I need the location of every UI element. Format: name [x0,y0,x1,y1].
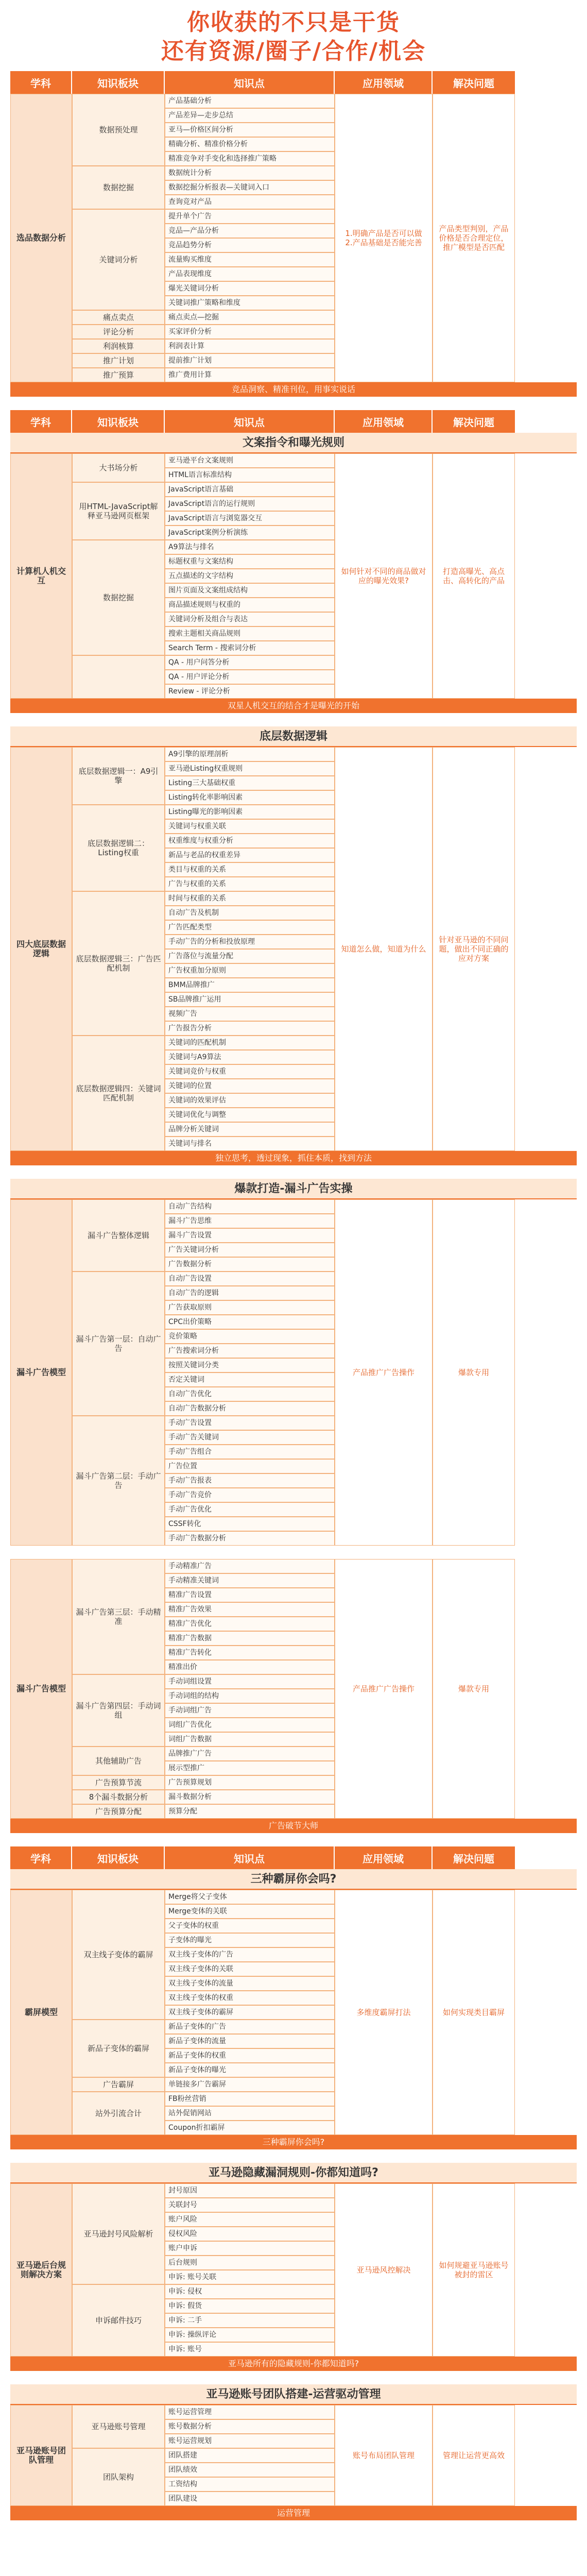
knowledge-point: HTML语言标准结构 [165,468,335,482]
knowledge-point: 申诉: 操纵评论 [165,2328,335,2342]
knowledge-point: JavaScript案例分析演练 [165,526,335,540]
knowledge-point: 新品子变体的权重 [165,2048,335,2063]
hero-title-line1: 你收获的不只是干货 [187,9,400,36]
knowledge-point: 关键词与A9算法 [165,1050,335,1064]
knowledge-point: 广告权重加分原则 [165,963,335,978]
knowledge-point: 手动广告报表 [165,1473,335,1488]
knowledge-point: 账号运营管理 [165,2405,335,2419]
knowledge-point: 自动广告设置 [165,1272,335,1286]
knowledge-point: 双主线子变体的权重 [165,1991,335,2005]
knowledge-point: 竞品—产品分析 [165,224,335,238]
subject-cell: 霸屏模型 [10,1890,72,2135]
knowledge-point: 账户申诉 [165,2241,335,2256]
table-header [10,1846,577,1869]
knowledge-point: 关键词推广策略和维度 [165,296,335,310]
knowledge-point: 关键词分析及组合与表达 [165,612,335,626]
knowledge-point: 手动词组的结构 [165,1689,335,1703]
module-cell: 漏斗广告第四层：手动词组 [72,1674,165,1747]
section-footer: 三种霸屏你会吗? [10,2135,577,2149]
knowledge-point: 数据统计分析 [165,166,335,180]
header-cell-1: 知识板块 [72,71,165,94]
application-cell: 如何针对不同的商品做对应的曝光效果? [335,453,433,699]
knowledge-point: 精准广告数据 [165,1631,335,1646]
knowledge-point: 双主线子变体的霸屏 [165,2005,335,2020]
knowledge-point: 搜索主题相关商品规则 [165,626,335,641]
knowledge-point: 新品子变体的曝光 [165,2063,335,2077]
knowledge-point: 精准广告效果 [165,1602,335,1617]
knowledge-point: 提前推广计划 [165,353,335,368]
knowledge-point: 商品描述规则与权重的 [165,598,335,612]
header-cell-2: 知识点 [165,71,335,94]
knowledge-point: 推广费用计算 [165,368,335,382]
section-grid [10,1199,577,1546]
header-cell-3: 应用领域 [335,410,433,433]
solution-cell: 如何规避亚马逊账号被封的雷区 [433,2183,515,2357]
section-title: 文案指令和曝光规则 [10,433,577,453]
module-cell: 漏斗广告第一层：自动广告 [72,1272,165,1416]
knowledge-point: 双主线子变体的流量 [165,1976,335,1991]
section-title: 底层数据逻辑 [10,726,577,747]
subject-cell: 亚马逊后台规则解决方案 [10,2183,72,2357]
solution-cell: 打造高曝光、高点击、高转化的产品 [433,453,515,699]
knowledge-point: 亚马逊平台文案规则 [165,453,335,468]
knowledge-point: 新品与老品的权重差异 [165,848,335,862]
header-cell-4: 解决问题 [433,410,515,433]
knowledge-point: QA - 用户问答分析 [165,655,335,670]
knowledge-point: 漏斗数据分析 [165,1790,335,1804]
module-cell: 广告霸屏 [72,2077,165,2092]
section-title: 三种霸屏你会吗? [10,1869,577,1890]
knowledge-point: FB粉丝营销 [165,2092,335,2106]
module-cell: 数据挖掘 [72,540,165,655]
application-cell: 产品推广广告操作 [335,1559,433,1819]
section-copywriting-rules [10,410,577,713]
knowledge-point: 竞品趋势分析 [165,238,335,252]
section-footer: 运营管理 [10,2506,577,2520]
section-grid [10,2183,577,2357]
knowledge-point: 竞价策略 [165,1329,335,1344]
knowledge-point: 自动广告数据分析 [165,1401,335,1416]
knowledge-point: 关键词与权重关联 [165,819,335,834]
knowledge-point: 广告搜索词分析 [165,1344,335,1358]
knowledge-point: 团队绩效 [165,2463,335,2477]
module-cell: 数据预处理 [72,94,165,166]
knowledge-point: 广告匹配类型 [165,920,335,935]
section-hidden-rules [10,2163,577,2371]
solution-cell: 产品类型判别，产品价格是否合理定位，推广模型是否匹配 [433,94,515,382]
knowledge-point: Merge将父子变体 [165,1890,335,1904]
knowledge-point: 亚马逊Listing权重规则 [165,761,335,776]
knowledge-point: 广告与权重的关系 [165,877,335,891]
subject-cell: 选品数据分析 [10,94,72,382]
knowledge-point: 自动广告的逻辑 [165,1286,335,1300]
knowledge-point: 产品差异—走步总结 [165,108,335,123]
knowledge-point: 精准广告设置 [165,1588,335,1602]
knowledge-point: 双主线子变体的广告 [165,1947,335,1962]
knowledge-point: 广告预算规划 [165,1775,335,1790]
knowledge-point: 利润表计算 [165,339,335,353]
module-cell: 底层数据逻辑三：广告匹配机制 [72,891,165,1036]
knowledge-point: 关键词的效果评估 [165,1093,335,1108]
knowledge-point: 亚马—价格区间分析 [165,123,335,137]
module-cell: 底层数据逻辑四：关键词匹配机制 [72,1036,165,1151]
application-cell: 多维度霸屏打法 [335,1890,433,2135]
knowledge-point: 自动广告及机制 [165,906,335,920]
knowledge-point: QA - 用户评论分析 [165,670,335,684]
header-cell-0: 学科 [10,71,72,94]
knowledge-point: CSSF转化 [165,1517,335,1531]
knowledge-point: 广告落位与流量分配 [165,949,335,963]
knowledge-point: 团队建设 [165,2492,335,2506]
table-header [10,410,577,433]
knowledge-point: 数据挖掘分析报表—关键词入口 [165,180,335,195]
knowledge-point: 站外促销网站 [165,2106,335,2121]
section-footer: 亚马逊所有的隐藏规则-你都知道吗? [10,2357,577,2371]
module-cell: 底层数据逻辑二：Listing权重 [72,805,165,891]
knowledge-point: 账户风险 [165,2212,335,2227]
section-data-logic [10,726,577,1165]
knowledge-point: 痛点卖点—挖掘 [165,310,335,325]
header-cell-2: 知识点 [165,410,335,433]
knowledge-point: JavaScript语言基础 [165,482,335,497]
module-cell: 漏斗广告第二层：手动广告 [72,1416,165,1546]
knowledge-point: 词组广告优化 [165,1718,335,1732]
knowledge-point: 爆光关键词分析 [165,281,335,296]
section-grid [10,1890,577,2135]
subject-cell: 漏斗广告模型 [10,1559,72,1819]
solution-cell: 针对亚马逊的不同问题，做出不同正确的应对方案 [433,747,515,1151]
header-cell-3: 应用领域 [335,71,433,94]
section-screen-domination [10,1846,577,2149]
knowledge-point: 新品子变体的流量 [165,2034,335,2048]
knowledge-point: 预算分配 [165,1804,335,1819]
header-cell-4: 解决问题 [433,1846,515,1869]
knowledge-point: 广告报告分析 [165,1021,335,1036]
knowledge-point: 手动精准关键词 [165,1573,335,1588]
module-cell: 亚马逊账号管理 [72,2405,165,2448]
module-cell: 漏斗广告整体逻辑 [72,1199,165,1272]
knowledge-point: 封号原因 [165,2183,335,2198]
knowledge-point: 展示型推广 [165,1761,335,1775]
knowledge-point: JavaScript语言与浏览器交互 [165,511,335,526]
solution-cell: 管理让运营更高效 [433,2405,515,2506]
solution-cell: 爆款专用 [433,1199,515,1546]
knowledge-point: 手动广告设置 [165,1416,335,1430]
header-cell-0: 学科 [10,1846,72,1869]
knowledge-point: 申诉: 二手 [165,2313,335,2328]
section-funnel-ads-a [10,1179,577,1546]
knowledge-point: 品牌分析关键词 [165,1122,335,1137]
module-cell: 其他辅助广告 [72,1747,165,1775]
knowledge-point: 账号运营规划 [165,2434,335,2448]
knowledge-point: 关键词竞价与权重 [165,1064,335,1079]
knowledge-point: 申诉: 账号 [165,2342,335,2357]
knowledge-point: Coupon折扣霸屏 [165,2121,335,2135]
header-cell-1: 知识板块 [72,1846,165,1869]
solution-cell: 如何实现类目霸屏 [433,1890,515,2135]
knowledge-point: CPC出价策略 [165,1315,335,1329]
application-cell: 知道怎么做，知道为什么 [335,747,433,1151]
application-cell: 产品推广广告操作 [335,1199,433,1546]
knowledge-point: 否定关键词 [165,1372,335,1387]
knowledge-point: 双主线子变体的关联 [165,1962,335,1976]
knowledge-point: 父子变体的权重 [165,1919,335,1933]
knowledge-point: 工资结构 [165,2477,335,2492]
knowledge-point: 买家评价分析 [165,325,335,339]
knowledge-point: Listing转化率影响因素 [165,790,335,805]
knowledge-point: 图片页面及文案组成结构 [165,583,335,598]
header-cell-3: 应用领域 [335,1846,433,1869]
module-cell: 痛点卖点 [72,310,165,325]
module-cell: 广告预算节流 [72,1775,165,1790]
knowledge-point: JavaScript语言的运行规则 [165,497,335,511]
module-cell: 推广计划 [72,353,165,368]
section-team-management [10,2384,577,2520]
knowledge-point: 按照关键词分类 [165,1358,335,1372]
subject-cell: 计算机人机交互 [10,453,72,699]
knowledge-point: 广告数据分析 [165,1257,335,1272]
header-cell-1: 知识板块 [72,410,165,433]
knowledge-point: A9引擎的原理剖析 [165,747,335,761]
table-header [10,71,577,94]
section-grid [10,94,577,382]
application-cell: 1.明确产品是否可以做 2.产品基础是否能完善 [335,94,433,382]
knowledge-point: 查询竞对产品 [165,195,335,209]
knowledge-point: 后台规则 [165,2256,335,2270]
section-grid [10,2405,577,2506]
knowledge-point: 手动广告关键词 [165,1430,335,1445]
knowledge-point: 精准出价 [165,1660,335,1674]
knowledge-point: 申诉: 侵权 [165,2284,335,2299]
knowledge-point: 关键词优化与调整 [165,1108,335,1122]
section-title: 亚马逊账号团队搭建-运营驱动管理 [10,2384,577,2405]
knowledge-point: 手动广告竞价 [165,1488,335,1502]
knowledge-point: 申诉: 假货 [165,2299,335,2313]
knowledge-point: 手动精准广告 [165,1559,335,1573]
module-cell: 用HTML-JavaScript解释亚马逊网页框架 [72,482,165,540]
module-cell: 关键词分析 [72,209,165,310]
knowledge-point: 关联封号 [165,2198,335,2212]
knowledge-point: 标题权重与文案结构 [165,554,335,569]
knowledge-point: 时间与权重的关系 [165,891,335,906]
knowledge-point: 手动词组设置 [165,1674,335,1689]
knowledge-point: 提升单个广告 [165,209,335,224]
section-footer: 双星人机交互的结合才是曝光的开始 [10,699,577,713]
module-cell: 推广预算 [72,368,165,382]
knowledge-point: Search Term - 搜索词分析 [165,641,335,655]
section-funnel-ads-b [10,1559,577,1833]
knowledge-point: 侵权风险 [165,2227,335,2241]
knowledge-point: 团队搭建 [165,2448,335,2463]
module-cell: 新品子变体的霸屏 [72,2020,165,2077]
knowledge-point: 精准竞争对手变化和选择推广策略 [165,151,335,166]
module-cell: 数据挖掘 [72,166,165,209]
knowledge-point: 单链接多广告霸屏 [165,2077,335,2092]
knowledge-point: 流量购买维度 [165,252,335,267]
knowledge-point: 手动广告数据分析 [165,1531,335,1546]
module-cell: 大书场分析 [72,453,165,482]
module-cell: 底层数据逻辑一：A9引擎 [72,747,165,805]
knowledge-point: 广告关键词分析 [165,1243,335,1257]
section-title: 爆款打造-漏斗广告实操 [10,1179,577,1199]
section-title: 亚马逊隐藏漏洞规则-你都知道吗? [10,2163,577,2183]
module-cell: 评论分析 [72,325,165,339]
knowledge-point: Listing三大基础权重 [165,776,335,790]
knowledge-point: 账号数据分析 [165,2419,335,2434]
knowledge-point: 漏斗广告思维 [165,1214,335,1228]
knowledge-point: 关键词与排名 [165,1137,335,1151]
subject-cell: 漏斗广告模型 [10,1199,72,1546]
header-cell-2: 知识点 [165,1846,335,1869]
knowledge-point: A9算法与排名 [165,540,335,554]
subject-cell: 四大底层数据逻辑 [10,747,72,1151]
module-cell: 站外引流合计 [72,2092,165,2135]
knowledge-point: Listing曝光的影响因素 [165,805,335,819]
module-cell: 双主线子变体的霸屏 [72,1890,165,2020]
module-cell: 利润核算 [72,339,165,353]
module-cell: 8个漏斗数据分析 [72,1790,165,1804]
knowledge-point: 手动广告优化 [165,1502,335,1517]
module-cell: 亚马逊封号风险解析 [72,2183,165,2284]
knowledge-point: 新品子变体的广告 [165,2020,335,2034]
knowledge-point: 漏斗广告设置 [165,1228,335,1243]
knowledge-point: 关键词的位置 [165,1079,335,1093]
header-cell-4: 解决问题 [433,71,515,94]
section-footer: 广告破节大师 [10,1819,577,1833]
knowledge-point: 手动广告的分析和投放原理 [165,935,335,949]
knowledge-point: 广告获取原则 [165,1300,335,1315]
section-footer: 独立思考，透过现象，抓住本质，找到方法 [10,1151,577,1165]
knowledge-point: 类目与权重的关系 [165,862,335,877]
subject-cell: 亚马逊账号团队管理 [10,2405,72,2506]
header-cell-0: 学科 [10,410,72,433]
knowledge-point: 自动广告优化 [165,1387,335,1401]
knowledge-point: SB品牌推广运用 [165,992,335,1007]
module-cell: 漏斗广告第三层：手动精准 [72,1559,165,1674]
hero-title-line2: 还有资源/圈子/合作/机会 [161,38,426,64]
knowledge-point: 视频广告 [165,1007,335,1021]
knowledge-point: 手动广告组合 [165,1445,335,1459]
knowledge-point: Merge变体的关联 [165,1904,335,1919]
module-cell [72,655,165,699]
module-cell: 广告预算分配 [72,1804,165,1819]
section-grid [10,1559,577,1819]
section-product-analysis [10,71,577,397]
section-grid [10,747,577,1151]
knowledge-point: 广告位置 [165,1459,335,1473]
module-cell: 申诉邮件技巧 [72,2284,165,2357]
knowledge-point: 权重维度与权重分析 [165,834,335,848]
knowledge-point: 五点描述的文字结构 [165,569,335,583]
knowledge-point: 关键词的匹配机制 [165,1036,335,1050]
module-cell: 团队架构 [72,2448,165,2506]
solution-cell: 爆款专用 [433,1559,515,1819]
knowledge-point: 词组广告数据 [165,1732,335,1747]
application-cell: 账号布局团队管理 [335,2405,433,2506]
section-grid [10,453,577,699]
knowledge-point: 品牌推广广告 [165,1747,335,1761]
knowledge-point: 子变体的曝光 [165,1933,335,1947]
application-cell: 亚马逊风控解决 [335,2183,433,2357]
knowledge-point: 产品基础分析 [165,94,335,108]
knowledge-point: 手动词组广告 [165,1703,335,1718]
knowledge-point: 精确分析、精准价格分析 [165,137,335,151]
knowledge-point: 产品表现维度 [165,267,335,281]
knowledge-point: 精准广告转化 [165,1646,335,1660]
knowledge-point: BMM品牌推广 [165,978,335,992]
knowledge-point: Review - 评论分析 [165,684,335,699]
knowledge-point: 申诉: 账号关联 [165,2270,335,2284]
knowledge-point: 自动广告结构 [165,1199,335,1214]
section-footer: 竞品洞察、精准刊位，用事实说话 [10,382,577,397]
knowledge-point: 精准广告优化 [165,1617,335,1631]
